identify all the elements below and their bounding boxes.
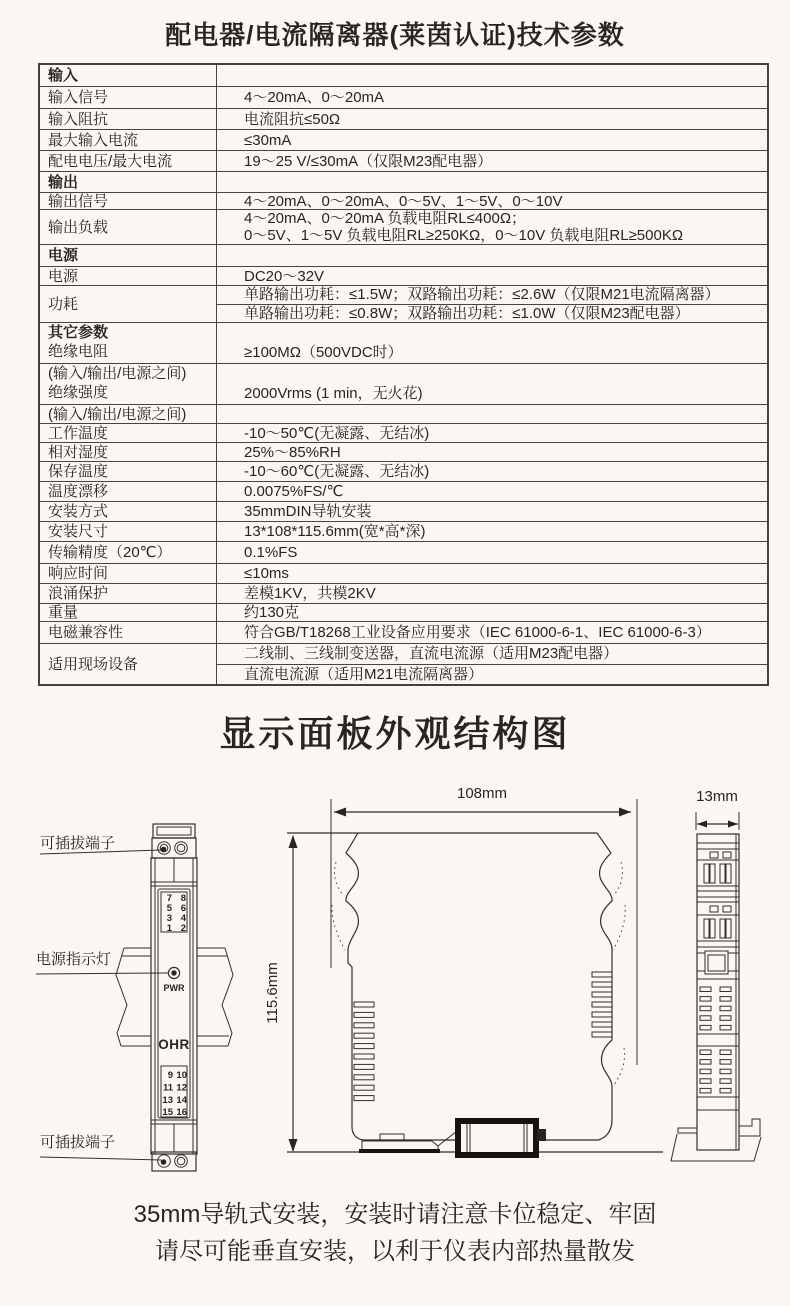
row-label: 输入信号 [40, 87, 217, 108]
table-row [40, 130, 767, 151]
vent-slot [354, 1054, 374, 1059]
terminal-number: 4 [180, 913, 186, 924]
row-label: 输出 [40, 172, 217, 192]
vent-slot [720, 997, 731, 1002]
table-row [40, 65, 767, 87]
vent-slot [720, 1088, 731, 1093]
row-label: 输入 [40, 65, 217, 86]
end-vents-upper [700, 987, 731, 1030]
footer-line-2: 请尽可能垂直安装，以利于仪表内部热量散发 [155, 1238, 635, 1265]
vent-slot [592, 1012, 612, 1017]
rail-profile [671, 1134, 761, 1161]
label-plug-terminal-bottom: 可插拔端子 [40, 1134, 116, 1151]
vent-slot [354, 1002, 374, 1007]
row-label: (输入/输出/电源之间) 绝缘强度 [40, 364, 217, 404]
table-row [40, 542, 767, 564]
row-value: ≤30mA [244, 131, 292, 149]
row-label: 适用现场设备 [40, 644, 217, 684]
vent-slot [592, 1002, 612, 1007]
vent-slots-right [592, 972, 612, 1037]
row-value: 单路输出功耗：≤1.5W；双路输出功耗：≤2.6W（仅限M21电流隔离器） 单路输出功耗：≤0.8W；双路输出功耗：≤1.0W（仅限M23配电器） [217, 286, 767, 322]
rail-foot [739, 1119, 760, 1136]
row-label: 最大输入电流 [40, 130, 217, 150]
vent-slot [700, 987, 711, 992]
table-row [40, 502, 767, 522]
vent-slots-left [354, 1002, 374, 1101]
vent-slot [720, 1069, 731, 1074]
row-value: 35mmDIN导轨安装 [244, 503, 372, 520]
row-value: 4～20mA、0～20mA 负载电阻RL≤400Ω； 0～5V、1～5V 负载电阻RL≥250KΩ，0～10V 负载电阻RL≥500KΩ [244, 210, 684, 244]
vent-slot [700, 1016, 711, 1021]
terminal-number: 3 [166, 913, 172, 924]
table-row [40, 644, 767, 684]
table-row [40, 323, 767, 364]
end-view [671, 788, 761, 1161]
table-row [40, 622, 767, 644]
screw-dot [161, 847, 167, 853]
din-rail-front [116, 948, 233, 1046]
row-value: 4～20mA、0～20mA、0～5V、1～5V、0～10V [244, 192, 563, 210]
row-label: 输入阻抗 [40, 109, 217, 129]
row-value [217, 65, 767, 86]
row-label: 配电电压/最大电流 [40, 151, 217, 171]
row-label: 安装尺寸 [40, 522, 217, 541]
vent-slot [354, 1023, 374, 1028]
vent-slot [592, 972, 612, 977]
terminal-number: 15 [162, 1107, 173, 1119]
row-label: 其它参数 绝缘电阻 [40, 323, 217, 363]
row-label: (输入/输出/电源之间) [40, 405, 217, 423]
side-view [264, 785, 663, 1155]
section-title: 显示面板外观结构图 [219, 713, 571, 754]
table-row [40, 109, 767, 130]
vent-slot [720, 1050, 731, 1055]
end-body [697, 834, 739, 1150]
vent-slot [720, 1016, 731, 1021]
row-value: 电流阻抗≤50Ω [244, 110, 341, 128]
spec-table [38, 63, 769, 686]
end-vents-lower [700, 1050, 731, 1093]
table-row [40, 462, 767, 482]
row-label: 重量 [40, 604, 217, 621]
dim-width-label: 108mm [456, 785, 508, 802]
device-body [151, 858, 197, 1154]
vent-slot [354, 1044, 374, 1049]
table-row [40, 522, 767, 542]
row-label: 响应时间 [40, 564, 217, 583]
table-row [40, 151, 767, 172]
row-label: 电磁兼容性 [40, 622, 217, 643]
table-row [40, 267, 767, 286]
din-clip [359, 1131, 457, 1152]
row-label: 电源 [40, 245, 217, 266]
dim-depth-label: 13mm [696, 788, 738, 805]
vent-slot [354, 1075, 374, 1080]
row-value: 2000Vrms (1 min，无火花) [244, 385, 423, 402]
terminal-number: 1 [166, 923, 172, 934]
row-label: 功耗 [40, 286, 217, 322]
vent-slot [354, 1064, 374, 1069]
table-row [40, 172, 767, 193]
leader-line [40, 850, 161, 854]
table-row [40, 564, 767, 584]
vent-slot [354, 1096, 374, 1101]
vent-slot [720, 1006, 731, 1011]
table-row [40, 405, 767, 424]
terminal-number: 5 [166, 903, 172, 914]
vent-slot [592, 982, 612, 987]
terminal-block-bottom [152, 1152, 196, 1171]
terminal-block-top [152, 824, 196, 858]
vent-slot [700, 1050, 711, 1055]
terminal-number: 13 [162, 1094, 173, 1106]
pwr-led [168, 967, 179, 978]
row-value: 差模1KV，共模2KV [244, 585, 376, 602]
terminal-number: 8 [180, 893, 186, 904]
row-label: 浪涌保护 [40, 584, 217, 603]
terminal-numbers-bottom-box [161, 1066, 187, 1117]
terminal-number: 16 [176, 1107, 187, 1119]
vent-slot [592, 992, 612, 997]
vent-slot [700, 997, 711, 1002]
row-value: 19～25 V/≤30mA（仅限M23配电器） [244, 152, 493, 170]
vent-slot [700, 1060, 711, 1065]
row-value: 25%～85%RH [244, 443, 341, 461]
terminal-numbers-bottom [162, 1070, 187, 1118]
vent-slot [720, 1025, 731, 1030]
table-row [40, 245, 767, 267]
table-row [40, 482, 767, 502]
vent-slot [354, 1012, 374, 1017]
row-label: 保存温度 [40, 462, 217, 481]
vent-slot [700, 1079, 711, 1084]
vent-slot [720, 1079, 731, 1084]
row-label: 传输精度（20℃） [40, 542, 217, 563]
row-label: 输出负载 [40, 210, 217, 244]
table-row [40, 286, 767, 323]
row-label: 温度漂移 [40, 482, 217, 501]
vent-slot [700, 1025, 711, 1030]
row-label: 输出信号 [40, 193, 217, 209]
brand-text: OHR [158, 1037, 190, 1052]
front-view [36, 824, 233, 1171]
row-value [217, 405, 767, 423]
row-value: -10～50℃(无凝露、无结冰) [244, 424, 430, 442]
vent-slot [700, 1088, 711, 1093]
row-label: 工作温度 [40, 424, 217, 442]
label-plug-terminal-top: 可插拔端子 [40, 835, 116, 852]
row-value: 符合GB/T18268工业设备应用要求（IEC 61000-6-1、IEC 61000-6-3） [244, 624, 711, 641]
terminal-number: 6 [180, 903, 186, 914]
terminal-number: 12 [176, 1082, 187, 1094]
row-value [217, 245, 767, 266]
vent-slot [700, 1006, 711, 1011]
table-row [40, 424, 767, 443]
vent-slot [354, 1085, 374, 1090]
row-value: 0.1%FS [244, 544, 298, 561]
row-value: -10～60℃(无凝露、无结冰) [244, 463, 430, 480]
pwr-label: PWR [163, 983, 185, 993]
table-row [40, 193, 767, 210]
row-value: 4～20mA、0～20mA [244, 89, 385, 106]
terminal-numbers-top [167, 893, 187, 934]
table-row [40, 584, 767, 604]
leader-line [36, 973, 168, 974]
row-label: 相对湿度 [40, 443, 217, 461]
terminal-number: 14 [176, 1094, 187, 1106]
vent-slot [354, 1033, 374, 1038]
row-value: 二线制、三线制变送器，直流电流源（适用M23配电器） 直流电流源（适用M21电流隔离器） [217, 644, 767, 684]
terminal-number: 9 [167, 1070, 173, 1081]
row-value: ≤10ms [244, 565, 289, 582]
row-value: DC20～32V [244, 267, 325, 285]
row-value: 13*108*115.6mm(宽*高*深) [244, 523, 426, 540]
row-label: 安装方式 [40, 502, 217, 521]
table-row [40, 210, 767, 245]
row-value: 0.0075%FS/℃ [244, 483, 344, 500]
row-label: 电源 [40, 267, 217, 285]
label-power-led: 电源指示灯 [36, 951, 112, 968]
table-row [40, 443, 767, 462]
row-value [217, 172, 767, 192]
leader-line [40, 1157, 161, 1160]
table-row [40, 87, 767, 109]
footer-line-1: 35mm导轨式安装，安装时请注意卡位稳定、牢固 [133, 1201, 657, 1228]
vent-slot [720, 1060, 731, 1065]
terminal-number: 10 [176, 1070, 187, 1081]
vent-slot [592, 1032, 612, 1037]
vent-slot [700, 1069, 711, 1074]
terminal-numbers-top-box [161, 892, 187, 932]
vent-slot [592, 1022, 612, 1027]
rail-lock-slider [458, 1121, 546, 1155]
terminal-number: 2 [180, 923, 186, 934]
row-value: ≥100MΩ（500VDC时） [244, 344, 403, 361]
terminal-number: 11 [162, 1082, 173, 1094]
vent-slot [720, 987, 731, 992]
footer-caption [0, 1196, 790, 1270]
terminal-number: 7 [166, 893, 172, 904]
dim-height-label: 115.6mm [264, 962, 281, 1024]
table-row [40, 604, 767, 622]
row-value: 约130克 [244, 604, 300, 621]
page-title: 配电器/电流隔离器(莱茵认证)技术参数 [165, 20, 625, 50]
table-row [40, 364, 767, 405]
